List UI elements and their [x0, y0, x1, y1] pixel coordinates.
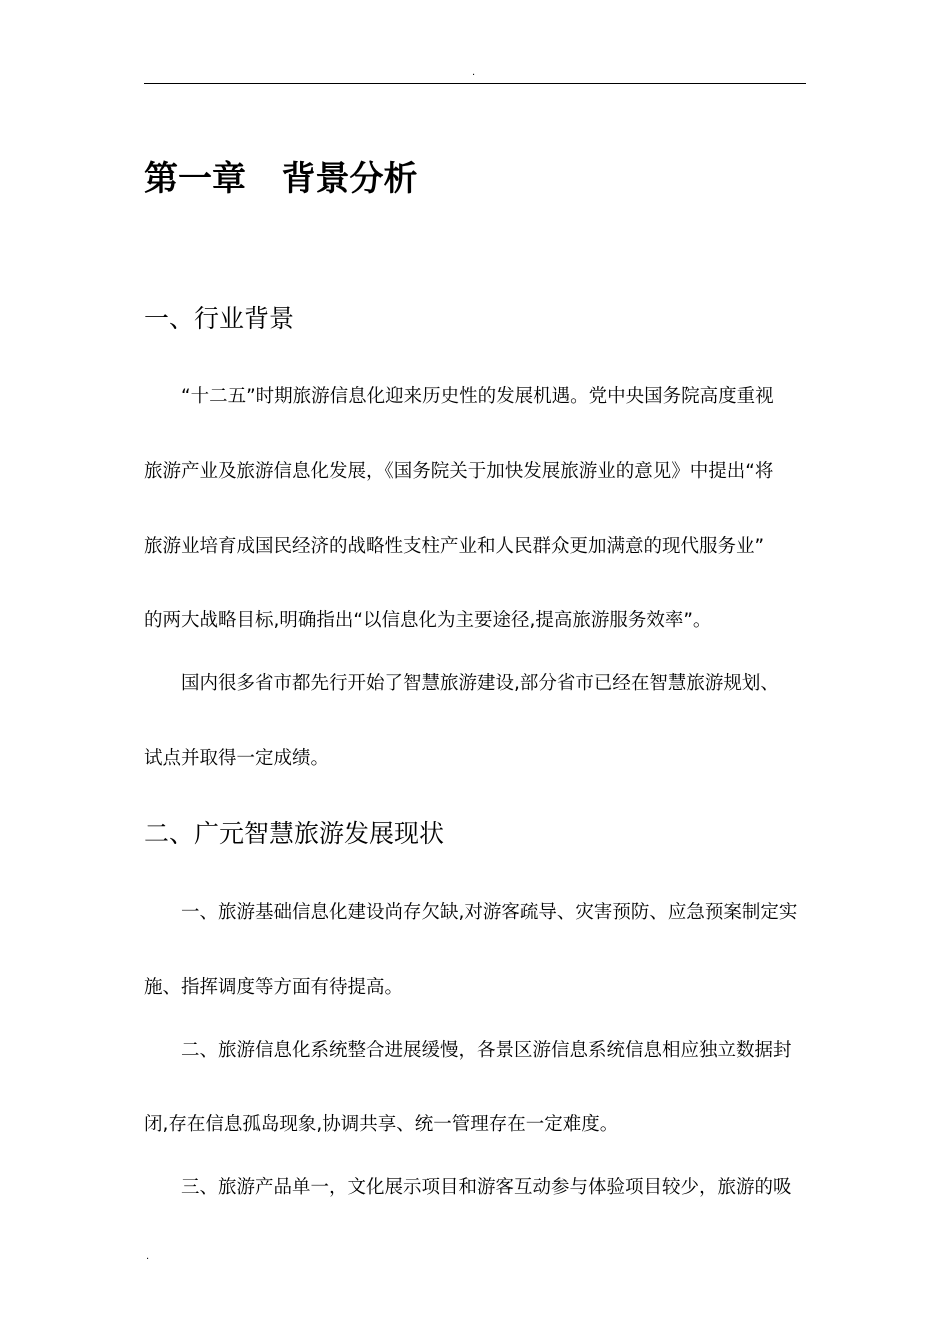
paragraph-line: 旅游产业及旅游信息化发展，《国务院关于加快发展旅游业的意见》中提出“将 — [144, 461, 774, 482]
paragraph-line: 闭,存在信息孤岛现象,协调共享、统一管理存在一定难度。 — [144, 1114, 619, 1135]
chapter-title: 第一章 背景分析 — [144, 159, 418, 199]
paragraph-line: “十二五”时期旅游信息化迎来历史性的发展机遇。党中央国务院高度重视 — [181, 386, 774, 407]
paragraph-line: 三、旅游产品单一，文化展示项目和游客互动参与体验项目较少，旅游的吸 — [181, 1177, 792, 1198]
paragraph-line: 施、指挥调度等方面有待提高。 — [144, 977, 404, 998]
footer-dot: . — [146, 1251, 150, 1262]
section-heading-smart-tourism-status: 二、广元智慧旅游发展现状 — [144, 819, 445, 848]
header-rule — [144, 83, 806, 84]
paragraph-line: 国内很多省市都先行开始了智慧旅游建设,部分省市已经在智慧旅游规划、 — [181, 673, 779, 694]
paragraph-line: 一、旅游基础信息化建设尚存欠缺,对游客疏导、灾害预防、应急预案制定实 — [181, 902, 798, 923]
paragraph-line: 试点并取得一定成绩。 — [144, 748, 330, 769]
section-heading-industry-background: 一、行业背景 — [144, 304, 295, 333]
header-dot: . — [472, 67, 476, 78]
paragraph-line: 二、旅游信息化系统整合进展缓慢，各景区游信息系统信息相应独立数据封 — [181, 1040, 792, 1061]
paragraph-line: 旅游业培育成国民经济的战略性支柱产业和人民群众更加满意的现代服务业” — [144, 536, 765, 557]
paragraph-line: 的两大战略目标,明确指出“以信息化为主要途径,提高旅游服务效率”。 — [144, 610, 712, 631]
